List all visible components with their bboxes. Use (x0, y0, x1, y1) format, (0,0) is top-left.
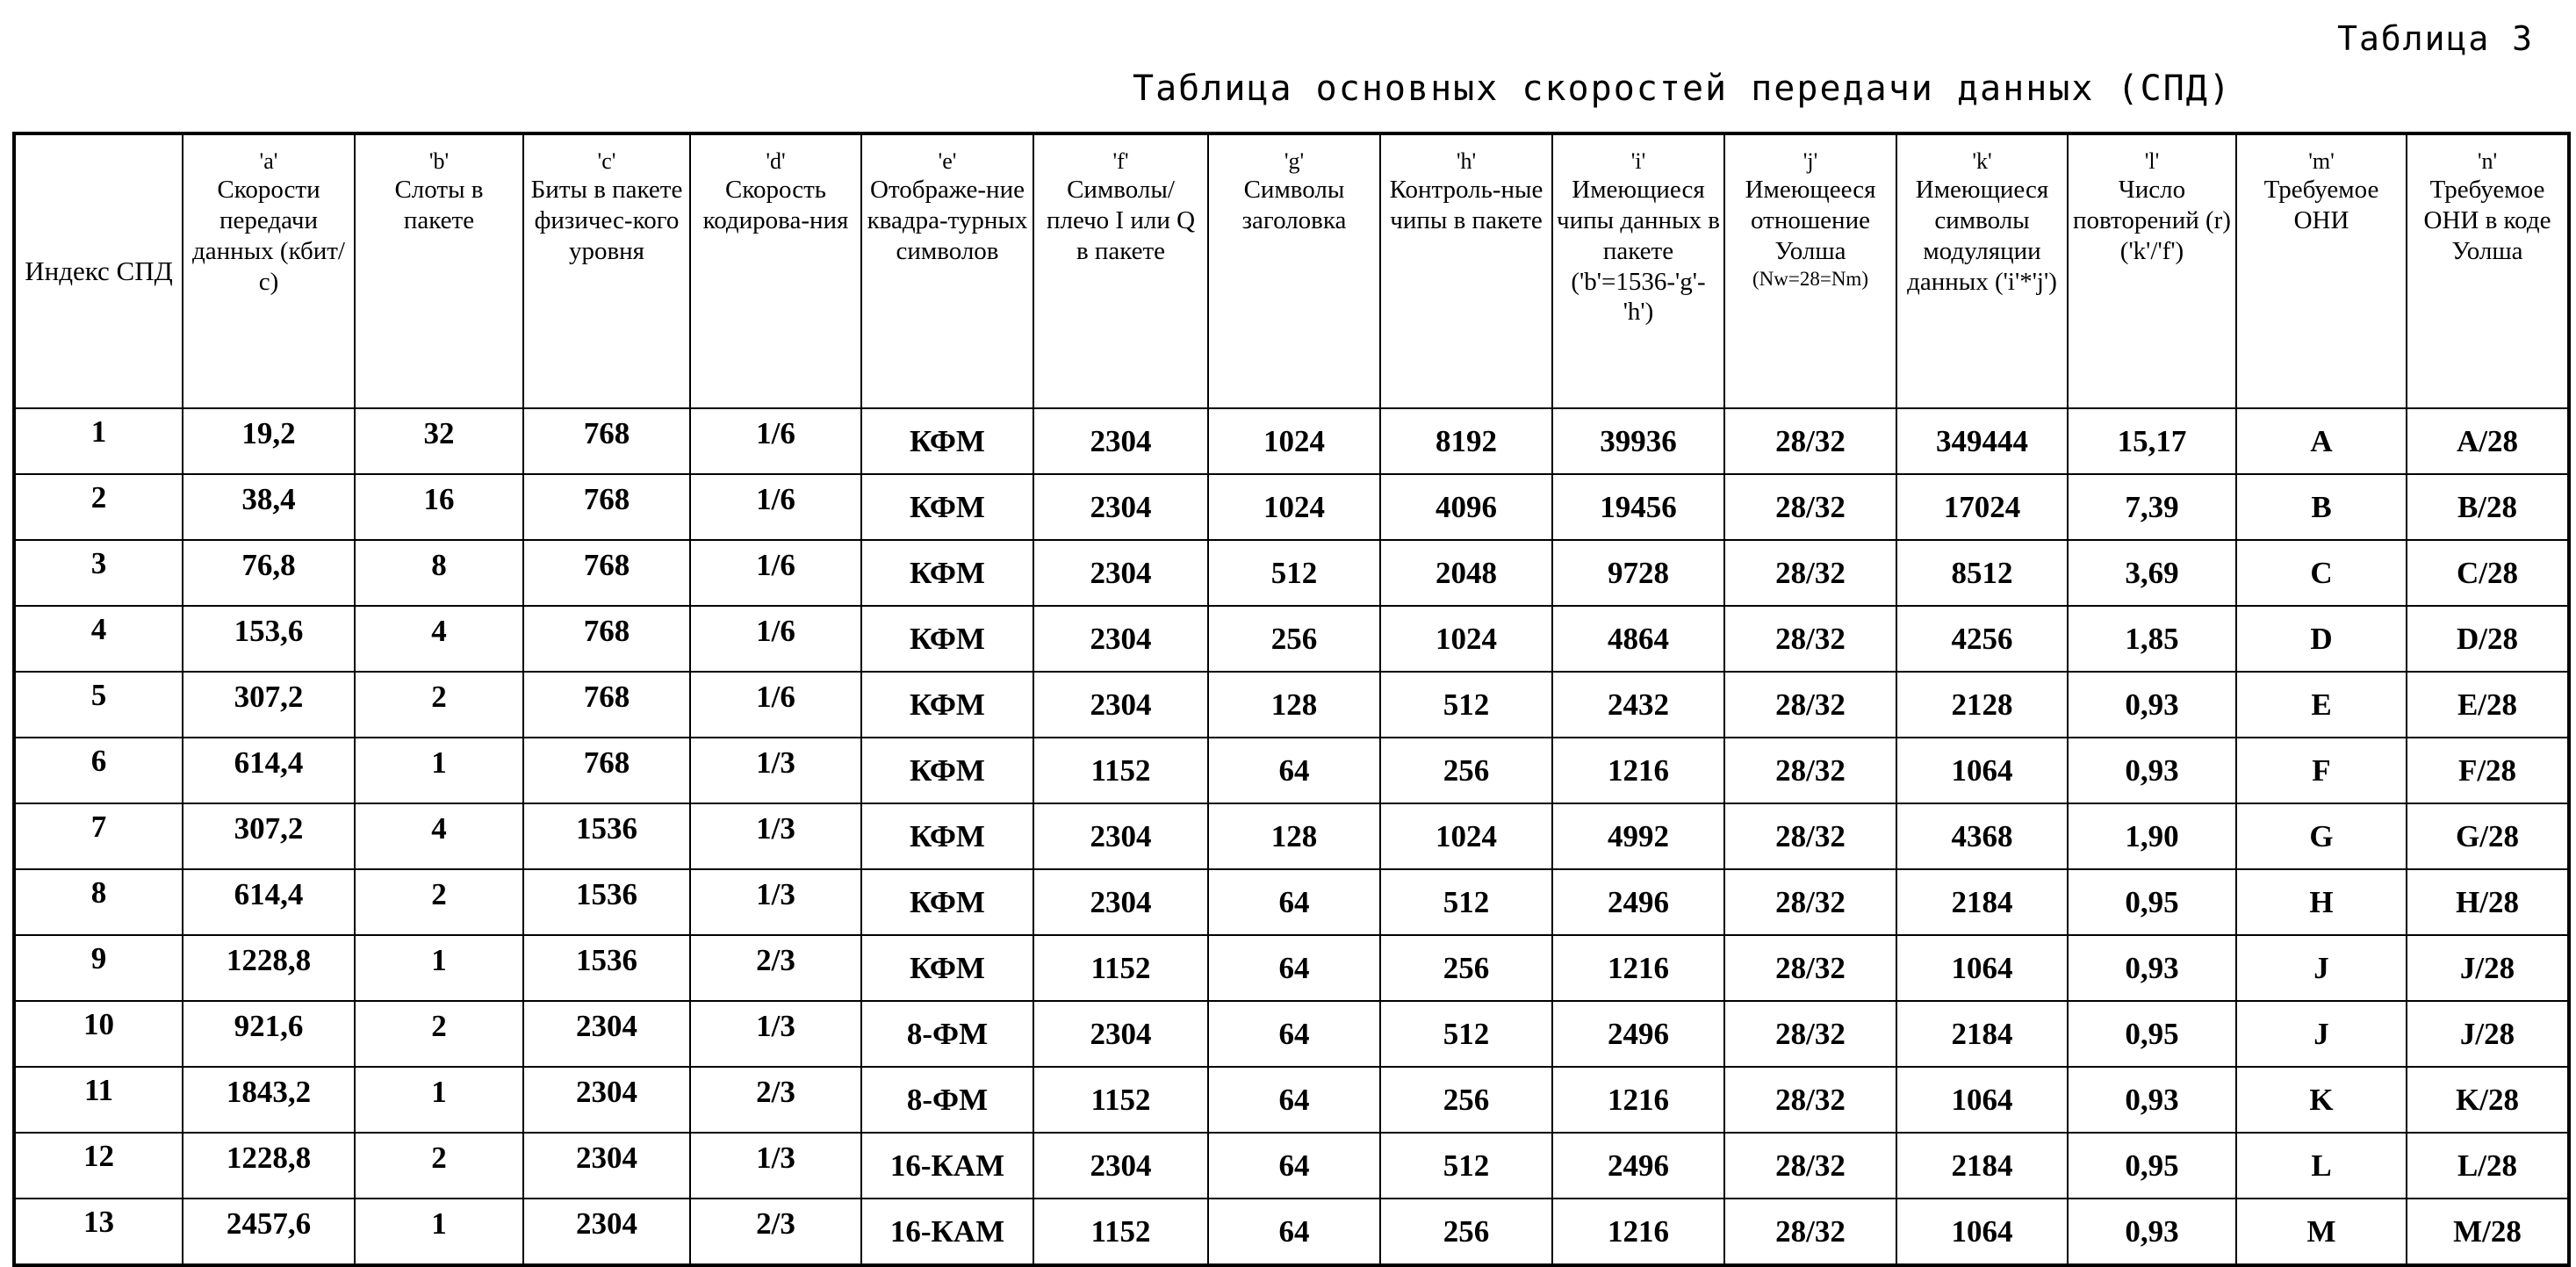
table-cell: КФМ (861, 540, 1033, 606)
table-cell: 1536 (523, 803, 690, 869)
table-cell: 4992 (1552, 803, 1724, 869)
table-cell: 768 (523, 672, 690, 738)
table-cell: 1064 (1896, 1067, 2068, 1133)
table-cell: 349444 (1896, 408, 2068, 474)
table-cell: H (2236, 869, 2407, 935)
table-cell: 2304 (1033, 1133, 1208, 1199)
table-cell: 1 (355, 1067, 523, 1133)
table-cell: 2304 (523, 1199, 690, 1265)
column-header (1552, 133, 1724, 408)
table-cell: E (2236, 672, 2407, 738)
table-cell: 17024 (1896, 474, 2068, 540)
row-index-cell: 9 (14, 935, 183, 1001)
table-cell: M (2236, 1199, 2407, 1265)
table-cell: 4256 (1896, 606, 2068, 672)
table-cell: 128 (1208, 672, 1380, 738)
table-cell: 256 (1380, 738, 1552, 803)
header-row (14, 133, 2569, 408)
table-cell: 256 (1208, 606, 1380, 672)
table-cell: D/28 (2407, 606, 2569, 672)
table-cell: 2304 (1033, 606, 1208, 672)
table-cell: 2304 (1033, 1001, 1208, 1067)
table-cell: 2 (355, 869, 523, 935)
row-index-cell: 6 (14, 738, 183, 803)
table-cell: 0,93 (2068, 1067, 2236, 1133)
column-header (2407, 133, 2569, 408)
table-cell: 1064 (1896, 738, 2068, 803)
column-code: 'n' (2477, 148, 2498, 174)
table-cell: 64 (1208, 1001, 1380, 1067)
table-cell: 1536 (523, 935, 690, 1001)
table-cell: 1/6 (690, 540, 861, 606)
table-cell: 4096 (1380, 474, 1552, 540)
table-cell: 1,85 (2068, 606, 2236, 672)
table-cell: 76,8 (183, 540, 355, 606)
table-cell: 512 (1380, 1133, 1552, 1199)
column-label: Требуемое ОНИ (2263, 176, 2379, 234)
table-cell: 2 (355, 672, 523, 738)
table-cell: 1/3 (690, 803, 861, 869)
table-cell: 1152 (1033, 1067, 1208, 1133)
table-cell: 28/32 (1724, 1199, 1896, 1265)
table-cell: 307,2 (183, 672, 355, 738)
table-cell: 3,69 (2068, 540, 2236, 606)
table-cell: 2304 (1033, 408, 1208, 474)
column-code: 'b' (428, 148, 450, 174)
table-body (14, 408, 2569, 1265)
table-cell: H/28 (2407, 869, 2569, 935)
row-index-cell: 5 (14, 672, 183, 738)
table-cell: 1152 (1033, 1199, 1208, 1265)
table-cell: 2/3 (690, 1067, 861, 1133)
table-cell: 768 (523, 408, 690, 474)
table-cell: 0,93 (2068, 672, 2236, 738)
row-index-cell: 4 (14, 606, 183, 672)
table-cell: 4368 (1896, 803, 2068, 869)
column-label: Требуемое ОНИ в коде Уолша (2423, 176, 2551, 265)
table-title: Таблица основных скоростей передачи данных (СПД) (1133, 68, 2232, 109)
table-cell: E/28 (2407, 672, 2569, 738)
column-header (1208, 133, 1380, 408)
column-code: 'l' (2144, 148, 2160, 174)
table-cell: 28/32 (1724, 869, 1896, 935)
table-cell: 0,93 (2068, 935, 2236, 1001)
table-cell: 1228,8 (183, 935, 355, 1001)
table-cell: 1/3 (690, 1133, 861, 1199)
table-cell: 64 (1208, 1067, 1380, 1133)
table-cell: 1064 (1896, 935, 2068, 1001)
table-cell: 512 (1208, 540, 1380, 606)
table-row (14, 1199, 2569, 1265)
table-cell: D (2236, 606, 2407, 672)
table-cell: КФМ (861, 869, 1033, 935)
column-label: Контроль-ные чипы в пакете (1389, 176, 1543, 234)
table-row (14, 1133, 2569, 1199)
table-cell: 4 (355, 803, 523, 869)
table-cell: 2496 (1552, 1133, 1724, 1199)
table-cell: 39936 (1552, 408, 1724, 474)
table-cell: 2048 (1380, 540, 1552, 606)
table-cell: L (2236, 1133, 2407, 1199)
table-row (14, 606, 2569, 672)
table-cell: 0,95 (2068, 869, 2236, 935)
table-cell: G (2236, 803, 2407, 869)
table-row (14, 1067, 2569, 1133)
table-cell: 1 (355, 1199, 523, 1265)
row-index-cell: 7 (14, 803, 183, 869)
table-cell: 28/32 (1724, 935, 1896, 1001)
table-cell: 512 (1380, 869, 1552, 935)
table-cell: 2304 (523, 1133, 690, 1199)
table-row (14, 672, 2569, 738)
table-cell: 32 (355, 408, 523, 474)
table-cell: 1/6 (690, 672, 861, 738)
column-header (690, 133, 861, 408)
table-row (14, 803, 2569, 869)
column-header (2068, 133, 2236, 408)
index-column-header: Индекс СПД (14, 133, 183, 408)
column-label: Биты в пакете физичес-кого уровня (530, 176, 683, 265)
table-cell: 0,95 (2068, 1001, 2236, 1067)
table-cell: K (2236, 1067, 2407, 1133)
table-cell: 2/3 (690, 935, 861, 1001)
column-code: 'c' (597, 148, 616, 174)
table-cell: 2304 (1033, 540, 1208, 606)
table-cell: 256 (1380, 935, 1552, 1001)
table-cell: 8-ФМ (861, 1001, 1033, 1067)
column-label: Имеющееся отношение Уолша (1745, 176, 1876, 265)
row-index-cell: 11 (14, 1067, 183, 1133)
table-cell: 1/3 (690, 738, 861, 803)
table-cell: 7,39 (2068, 474, 2236, 540)
table-cell: 1024 (1208, 474, 1380, 540)
table-cell: 2/3 (690, 1199, 861, 1265)
table-cell: 307,2 (183, 803, 355, 869)
table-cell: 2496 (1552, 869, 1724, 935)
table-cell: 1216 (1552, 1067, 1724, 1133)
table-cell: 1/3 (690, 1001, 861, 1067)
table-cell: 16-КАМ (861, 1199, 1033, 1265)
table-cell: 1/6 (690, 474, 861, 540)
table-cell: 8192 (1380, 408, 1552, 474)
table-cell: 1216 (1552, 935, 1724, 1001)
table-row (14, 869, 2569, 935)
row-index-cell: 12 (14, 1133, 183, 1199)
table-cell: 1152 (1033, 935, 1208, 1001)
table-cell: 2304 (1033, 672, 1208, 738)
row-index-cell: 3 (14, 540, 183, 606)
table-cell: 2304 (523, 1067, 690, 1133)
table-cell: 4 (355, 606, 523, 672)
table-cell: G/28 (2407, 803, 2569, 869)
column-label: Имеющиеся символы модуляции данных ('i'*'j') (1907, 176, 2057, 296)
table-cell: C/28 (2407, 540, 2569, 606)
table-cell: КФМ (861, 408, 1033, 474)
table-cell: 768 (523, 540, 690, 606)
table-cell: 38,4 (183, 474, 355, 540)
table-cell: 1216 (1552, 738, 1724, 803)
table-cell: 1024 (1380, 803, 1552, 869)
table-cell: 2 (355, 1133, 523, 1199)
table-cell: КФМ (861, 738, 1033, 803)
table-cell: L/28 (2407, 1133, 2569, 1199)
column-label: Скорость кодирова-ния (702, 176, 849, 234)
table-cell: 8512 (1896, 540, 2068, 606)
column-label: Символы/ плечо I или Q в пакете (1046, 176, 1196, 265)
table-cell: 1/6 (690, 606, 861, 672)
table-cell: 0,93 (2068, 738, 2236, 803)
table-cell: 614,4 (183, 738, 355, 803)
column-header (1033, 133, 1208, 408)
table-cell: 64 (1208, 1133, 1380, 1199)
column-code: 'g' (1284, 148, 1305, 174)
table-cell: КФМ (861, 935, 1033, 1001)
table-row (14, 935, 2569, 1001)
column-label: Число повторений (r) ('k'/'f') (2073, 176, 2231, 265)
column-label: Имеющиеся чипы данных в пакете ('b'=1536-'g'-'h') (1557, 176, 1720, 327)
table-cell: 28/32 (1724, 738, 1896, 803)
column-code: 'k' (1972, 148, 1992, 174)
table-cell: B (2236, 474, 2407, 540)
table-cell: 1228,8 (183, 1133, 355, 1199)
row-index-cell: 2 (14, 474, 183, 540)
table-cell: 2184 (1896, 869, 2068, 935)
table-cell: 28/32 (1724, 1133, 1896, 1199)
table-cell: КФМ (861, 803, 1033, 869)
table-cell: 8-ФМ (861, 1067, 1033, 1133)
table-cell: 2496 (1552, 1001, 1724, 1067)
table-cell: 2 (355, 1001, 523, 1067)
table-cell: F (2236, 738, 2407, 803)
column-code: 'e' (938, 148, 957, 174)
table-cell: 28/32 (1724, 1001, 1896, 1067)
column-code: 'a' (259, 148, 278, 174)
table-cell: 1 (355, 738, 523, 803)
column-code: 'd' (766, 148, 786, 174)
table-cell: J/28 (2407, 935, 2569, 1001)
table-cell: 256 (1380, 1067, 1552, 1133)
table-cell: 28/32 (1724, 672, 1896, 738)
table-row (14, 408, 2569, 474)
table-row (14, 474, 2569, 540)
column-code: 'i' (1630, 148, 1646, 174)
column-label: Слоты в пакете (394, 176, 484, 234)
table-cell: F/28 (2407, 738, 2569, 803)
table-cell: КФМ (861, 606, 1033, 672)
row-index-cell: 13 (14, 1199, 183, 1265)
table-row (14, 738, 2569, 803)
table-cell: 614,4 (183, 869, 355, 935)
table-cell: 16 (355, 474, 523, 540)
table-cell: 768 (523, 606, 690, 672)
column-header (1896, 133, 2068, 408)
row-index-cell: 8 (14, 869, 183, 935)
column-header (523, 133, 690, 408)
table-cell: 2304 (1033, 803, 1208, 869)
table-cell: 2304 (1033, 474, 1208, 540)
table-cell: 512 (1380, 672, 1552, 738)
table-cell: КФМ (861, 672, 1033, 738)
row-index-cell: 1 (14, 408, 183, 474)
table-cell: 28/32 (1724, 540, 1896, 606)
table-cell: 153,6 (183, 606, 355, 672)
table-cell: 28/32 (1724, 606, 1896, 672)
table-cell: 1024 (1208, 408, 1380, 474)
table-cell: 1536 (523, 869, 690, 935)
table-cell: 921,6 (183, 1001, 355, 1067)
table-cell: 64 (1208, 869, 1380, 935)
table-cell: 64 (1208, 935, 1380, 1001)
column-header (2236, 133, 2407, 408)
table-cell: 4864 (1552, 606, 1724, 672)
table-cell: 64 (1208, 1199, 1380, 1265)
table-cell: 1843,2 (183, 1067, 355, 1133)
column-label: Отображе-ние квадра-турных символов (867, 176, 1028, 265)
table-row (14, 1001, 2569, 1067)
column-header (1724, 133, 1896, 408)
table-cell: 28/32 (1724, 1067, 1896, 1133)
table-cell: 2184 (1896, 1133, 2068, 1199)
table-cell: 128 (1208, 803, 1380, 869)
table-cell: 15,17 (2068, 408, 2236, 474)
table-cell: C (2236, 540, 2407, 606)
table-cell: 2128 (1896, 672, 2068, 738)
table-cell: 2304 (1033, 869, 1208, 935)
table-header (14, 133, 2569, 408)
column-header (1380, 133, 1552, 408)
table-cell: 9728 (1552, 540, 1724, 606)
table-cell: 1216 (1552, 1199, 1724, 1265)
table-cell: 28/32 (1724, 408, 1896, 474)
table-cell: 0,93 (2068, 1199, 2236, 1265)
column-code: 'h' (1456, 148, 1477, 174)
table-cell: A/28 (2407, 408, 2569, 474)
table-cell: 1152 (1033, 738, 1208, 803)
table-cell: J (2236, 1001, 2407, 1067)
table-cell: 8 (355, 540, 523, 606)
table-cell: M/28 (2407, 1199, 2569, 1265)
table-cell: 2184 (1896, 1001, 2068, 1067)
row-index-cell: 10 (14, 1001, 183, 1067)
table-cell: 256 (1380, 1199, 1552, 1265)
table-cell: 1064 (1896, 1199, 2068, 1265)
table-cell: 19,2 (183, 408, 355, 474)
table-cell: 2457,6 (183, 1199, 355, 1265)
data-rate-table (12, 132, 2571, 1267)
column-header (355, 133, 523, 408)
table-cell: 64 (1208, 738, 1380, 803)
column-code: 'f' (1112, 148, 1129, 174)
column-header (861, 133, 1033, 408)
table-cell: 768 (523, 738, 690, 803)
table-cell: 1 (355, 935, 523, 1001)
table-cell: 19456 (1552, 474, 1724, 540)
table-cell: 1/6 (690, 408, 861, 474)
table-cell: 512 (1380, 1001, 1552, 1067)
column-note: (Nw=28=Nm) (1752, 267, 1868, 290)
table-cell: 16-КАМ (861, 1133, 1033, 1199)
column-header (183, 133, 355, 408)
table-cell: J/28 (2407, 1001, 2569, 1067)
table-cell: 1/3 (690, 869, 861, 935)
table-cell: J (2236, 935, 2407, 1001)
table-cell: 2304 (523, 1001, 690, 1067)
table-cell: A (2236, 408, 2407, 474)
table-cell: B/28 (2407, 474, 2569, 540)
table-cell: 28/32 (1724, 803, 1896, 869)
table-cell: 0,95 (2068, 1133, 2236, 1199)
table-cell: 1024 (1380, 606, 1552, 672)
table-cell: 768 (523, 474, 690, 540)
table-cell: 1,90 (2068, 803, 2236, 869)
table-cell: 2432 (1552, 672, 1724, 738)
column-label: Скорости передачи данных (кбит/с) (192, 176, 345, 296)
table-cell: 28/32 (1724, 474, 1896, 540)
column-code: 'm' (2308, 148, 2335, 174)
table-cell: КФМ (861, 474, 1033, 540)
table-number-caption: Таблица 3 (2337, 19, 2534, 58)
table-cell: K/28 (2407, 1067, 2569, 1133)
column-code: 'j' (1802, 148, 1818, 174)
table-row (14, 540, 2569, 606)
column-label: Символы заголовка (1241, 176, 1347, 234)
